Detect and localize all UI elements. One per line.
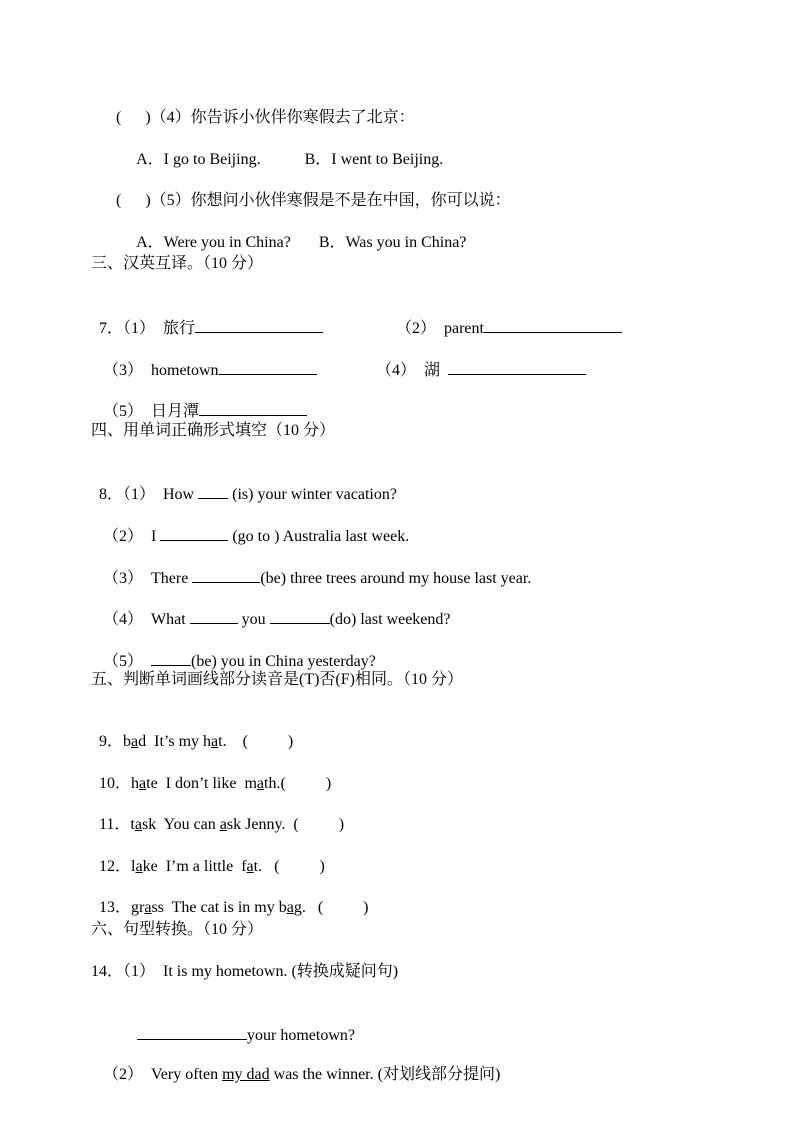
question-text: （5）你想问小伙伴寒假是不是在中国，你可以说： (150, 192, 511, 209)
question-8-item-4 (95, 587, 451, 628)
section-3-title: 三、汉英互译。（10 分） (91, 255, 264, 272)
question-7-item-5 (95, 379, 307, 420)
answer-blank[interactable] (198, 482, 228, 499)
question-4-options (129, 130, 444, 168)
word-part: l (131, 858, 136, 875)
sentence-part: The cat is in my b (163, 899, 287, 916)
question-10 (91, 754, 332, 792)
question-13 (91, 878, 369, 916)
question-7-item-3 (95, 338, 317, 379)
question-11 (91, 795, 345, 833)
word-part: b (123, 733, 132, 750)
underlined-phrase: my dad (222, 1066, 270, 1083)
item-label: （4） 湖 (376, 362, 441, 379)
item-suffix: (be) you in China yesterday? (191, 653, 376, 670)
item-suffix: (do) last weekend? (329, 611, 451, 628)
question-number: 12． (99, 858, 132, 875)
underlined-letter: a (211, 733, 219, 750)
item-prefix: （2） Very often (103, 1066, 223, 1083)
word-part: te (146, 775, 158, 792)
underlined-letter: a (246, 858, 254, 875)
item-prefix: （3） There (103, 570, 193, 587)
item-label: （3） hometown (103, 362, 219, 379)
word-part: t (130, 816, 135, 833)
underlined-letter: a (135, 858, 143, 875)
answer-paren[interactable]: ( ) (280, 775, 332, 792)
underlined-letter: a (286, 899, 294, 916)
question-text: （4）你告诉小伙伴你寒假去了北京： (150, 109, 415, 126)
answer-blank[interactable] (151, 649, 191, 666)
answer-paren: ( ) (116, 192, 151, 209)
sentence-part: I don’t like m (157, 775, 257, 792)
answer-blank[interactable] (137, 1023, 247, 1040)
answer-blank[interactable] (448, 358, 586, 375)
item-suffix: was the winner. (对划线部分提问) (269, 1066, 501, 1083)
sentence-part: It’s my h (146, 733, 212, 750)
underlined-letter: a (131, 733, 139, 750)
question-9 (91, 712, 294, 750)
question-number: 9． (99, 733, 124, 750)
question-7-item-2 (388, 296, 622, 337)
item-suffix: (is) your winter vacation? (228, 486, 397, 503)
section-5-title: 五、判断单词画线部分读音是(T)否(F)相同。（10 分） (91, 671, 463, 688)
answer-blank[interactable] (190, 607, 238, 624)
sentence-part: t. (218, 733, 227, 750)
question-8-item-2 (95, 504, 410, 545)
question-4-stem (108, 88, 415, 126)
answer-blank[interactable] (219, 358, 317, 375)
question-number: 13． (99, 899, 132, 916)
item-prefix: （5） (103, 653, 152, 670)
answer-blank[interactable] (160, 524, 228, 541)
item-prefix: 8．（1） How (99, 486, 199, 503)
sentence-part: g. (293, 899, 306, 916)
question-14-item-1: 14．（1） It is my hometown. (转换成疑问句) (91, 963, 399, 980)
question-number: 11． (99, 816, 131, 833)
question-number: 7．（1） (99, 320, 156, 337)
item-prefix: （4） What (103, 611, 190, 628)
sentence-part: You can (156, 816, 220, 833)
word-part: ke (142, 858, 158, 875)
item-suffix: (be) three trees around my house last year. (260, 570, 532, 587)
item-label: （5） 日月潭 (103, 403, 200, 420)
underlined-letter: a (134, 816, 142, 833)
item-label: 旅行 (163, 320, 196, 337)
option-a: A．Were you in China? (136, 234, 291, 251)
underlined-letter: a (219, 816, 227, 833)
word-part: ss (151, 899, 164, 916)
answer-tail: your hometown? (247, 1027, 355, 1044)
section-6-title: 六、句型转换。（10 分） (91, 921, 264, 938)
sentence-part: t. (253, 858, 263, 875)
item-middle: you (237, 611, 270, 628)
answer-blank[interactable] (484, 316, 622, 333)
question-7-row-1 (91, 296, 323, 337)
word-part: gr (131, 899, 145, 916)
word-part: sk (141, 816, 157, 833)
question-7-item-4 (368, 338, 586, 379)
question-14-item-2 (95, 1045, 501, 1083)
underlined-letter: a (144, 899, 152, 916)
sentence-part: I’m a little f (157, 858, 247, 875)
option-a: A．I go to Beijing. (136, 151, 261, 168)
answer-paren[interactable]: ( ) (293, 816, 345, 833)
answer-paren[interactable]: ( ) (274, 858, 325, 875)
item-suffix: (go to ) Australia last week. (228, 528, 410, 545)
question-14-item-1-answer (129, 1003, 355, 1044)
item-prefix: （2） I (103, 528, 161, 545)
option-b: B．Was you in China? (318, 234, 467, 251)
section-4-title: 四、用单词正确形式填空（10 分） (91, 422, 336, 439)
answer-blank[interactable] (270, 607, 330, 624)
question-8-item-5 (95, 629, 376, 670)
question-8-item-3 (95, 546, 532, 587)
sentence-part: sk Jenny. (226, 816, 286, 833)
question-number: 10． (99, 775, 132, 792)
question-5-options (129, 213, 467, 251)
word-part: h (131, 775, 140, 792)
answer-paren: ( ) (116, 109, 151, 126)
sentence-part: th. (264, 775, 281, 792)
answer-blank[interactable] (199, 399, 307, 416)
answer-blank[interactable] (195, 316, 323, 333)
word-part: d (138, 733, 147, 750)
answer-paren[interactable]: ( ) (242, 733, 294, 750)
answer-paren[interactable]: ( ) (317, 899, 369, 916)
item-label: （2） parent (396, 320, 484, 337)
underlined-letter: a (139, 775, 147, 792)
answer-blank[interactable] (192, 566, 260, 583)
question-5-stem (108, 171, 511, 209)
underlined-letter: a (256, 775, 265, 792)
question-8-item-1 (91, 462, 397, 503)
option-b: B．I went to Beijing. (304, 151, 444, 168)
question-12 (91, 837, 325, 875)
